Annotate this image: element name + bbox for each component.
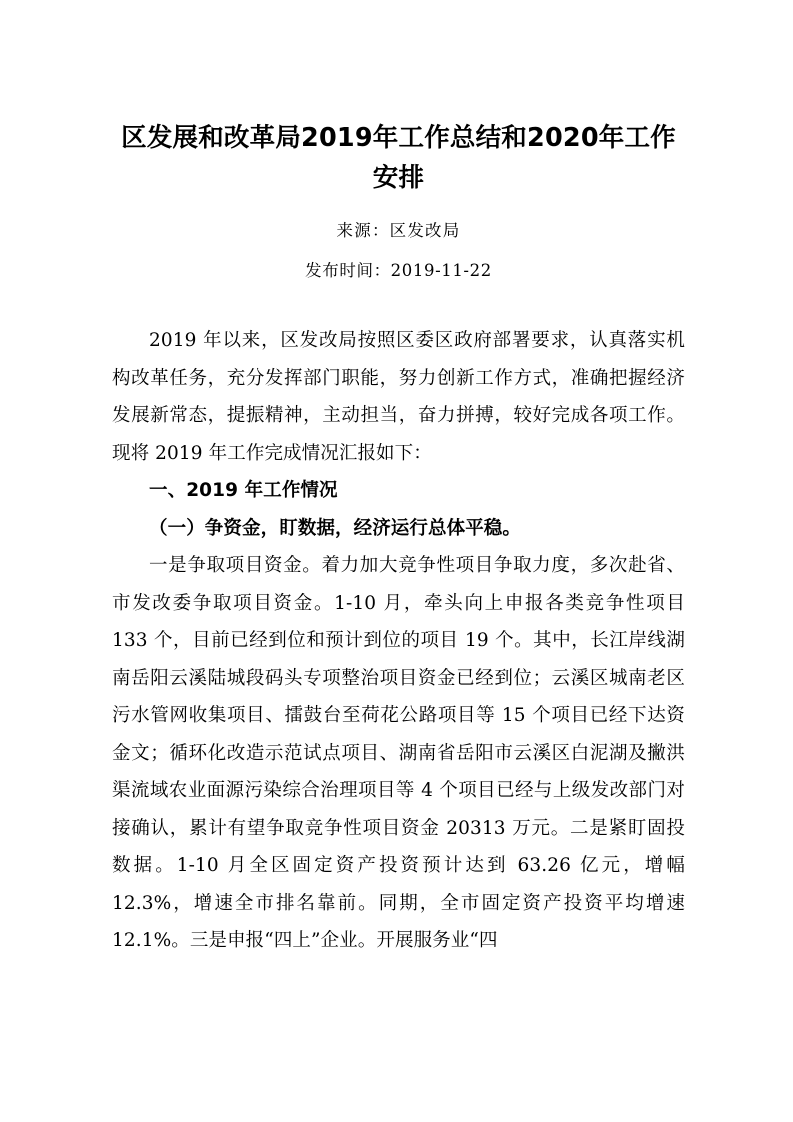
paragraph: 2019 年以来，区发改局按照区委区政府部署要求，认真落实机构改革任务，充分发挥部门职能，努力创新工作方式，准确把握经济发展新常态，提振精神，主动担当，奋力拼搏，较好完成各项工作。现将 2019 年工作完成情况汇报如下： <box>112 330 685 464</box>
section-heading-2: （一）争资金，盯数据，经济运行总体平稳。 <box>149 517 522 539</box>
document-body <box>112 322 685 960</box>
page-title: 区发展和改革局2019年工作总结和2020年工作安排 <box>121 123 676 193</box>
document-source: 来源：区发改局 <box>336 221 461 240</box>
paragraph: 一是争取项目资金。着力加大竞争性项目争取力度，多次赴省、市发改委争取项目资金。1-10 月，牵头向上申报各类竞争性项目 133 个，目前已经到位和预计到位的项目 19 个。其中，长江岸线湖南岳阳云溪陆城段码头专项整治项目资金已经到位；云溪区城南老区污水管网收集项目、擂鼓台至荷花公路项目等 15 个项目已经下达资金文；循环化改造示范试点项目、湖南省岳阳市云溪区白泥湖及撇洪渠流域农业面源污染综合治理项目等 4 个项目已经与上级发改部门对接确认，累计有望争取竞争性项目资金 20313 万元。二是紧盯固投数据。1-10 月全区固定资产投资预计达到 63.26 亿元，增幅 12.3%，增速全市排名靠前。同期，全市固定资产投资平均增速 12.1%。三是申报“四上”企业。开展服务业“四 <box>112 555 685 951</box>
section-heading-1: 一、2019 年工作情况 <box>149 480 338 501</box>
document-publish-date: 发布时间：2019-11-22 <box>305 261 492 280</box>
